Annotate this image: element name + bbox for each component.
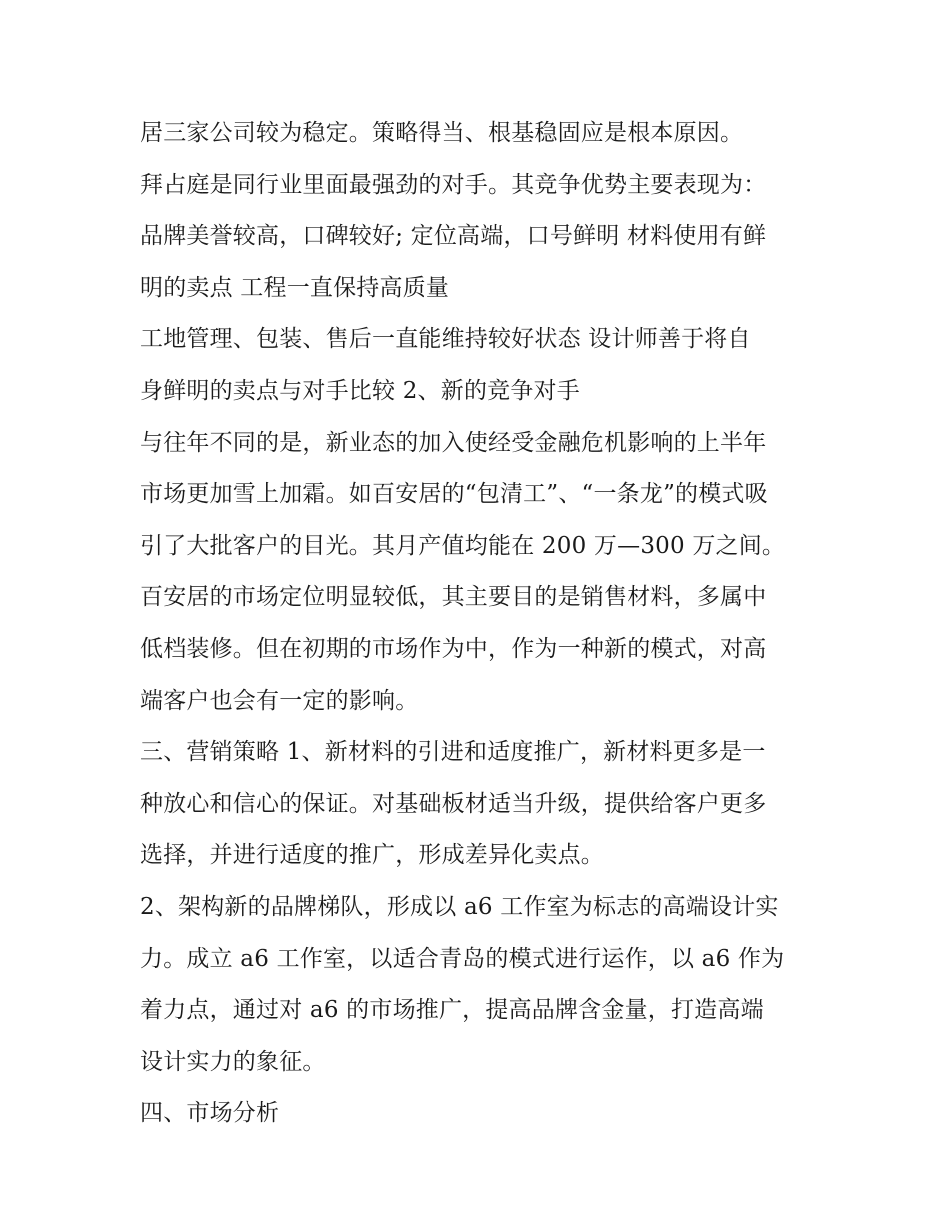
text-line: 设计实力的象征。 (140, 1048, 326, 1075)
text-line: 引了大批客户的目光。其月产值均能在 200 万—300 万之间。 (140, 532, 786, 559)
text-line: 着力点，通过对 a6 的市场推广，提高品牌含金量，打造高端 (140, 997, 764, 1024)
text-line: 种放心和信心的保证。对基础板材适当升级，提供给客户更多 (140, 790, 767, 817)
document-body (140, 108, 820, 1140)
text-line: 身鲜明的卖点与对手比较 2、新的竞争对手 (140, 377, 580, 404)
text-line: 居三家公司较为稳定。策略得当、根基稳固应是根本原因。 (140, 120, 744, 146)
text-line: 选择，并进行适度的推广，形成差异化卖点。 (140, 842, 604, 869)
section-heading-market-analysis: 四、市场分析 (140, 1100, 280, 1127)
text-line: 品牌美誉较高，口碑较好; 定位高端，口号鲜明 材料使用有鲜 (140, 223, 767, 250)
text-line: 明的卖点 工程一直保持高质量 (140, 274, 450, 301)
text-line: 拜占庭是同行业里面最强劲的对手。其竞争优势主要表现为： (140, 171, 767, 198)
section-heading-marketing-strategy: 三、营销策略 1、新材料的引进和适度推广，新材料更多是一 (140, 739, 766, 766)
text-line: 与往年不同的是，新业态的加入使经受金融危机影响的上半年 (140, 429, 767, 456)
text-line: 力。成立 a6 工作室，以适合青岛的模式进行运作，以 a6 作为 (140, 945, 785, 972)
text-line: 市场更加雪上加霜。如百安居的“包清工”、“一条龙”的模式吸 (140, 481, 768, 508)
text-line: 2、架构新的品牌梯队，形成以 a6 工作室为标志的高端设计实 (140, 893, 779, 920)
text-line: 百安居的市场定位明显较低，其主要目的是销售材料，多属中 (140, 584, 767, 611)
text-line: 低档装修。但在初期的市场作为中，作为一种新的模式，对高 (140, 635, 767, 662)
text-line: 工地管理、包装、售后一直能维持较好状态 设计师善于将自 (140, 326, 751, 353)
text-line: 端客户也会有一定的影响。 (140, 687, 419, 714)
